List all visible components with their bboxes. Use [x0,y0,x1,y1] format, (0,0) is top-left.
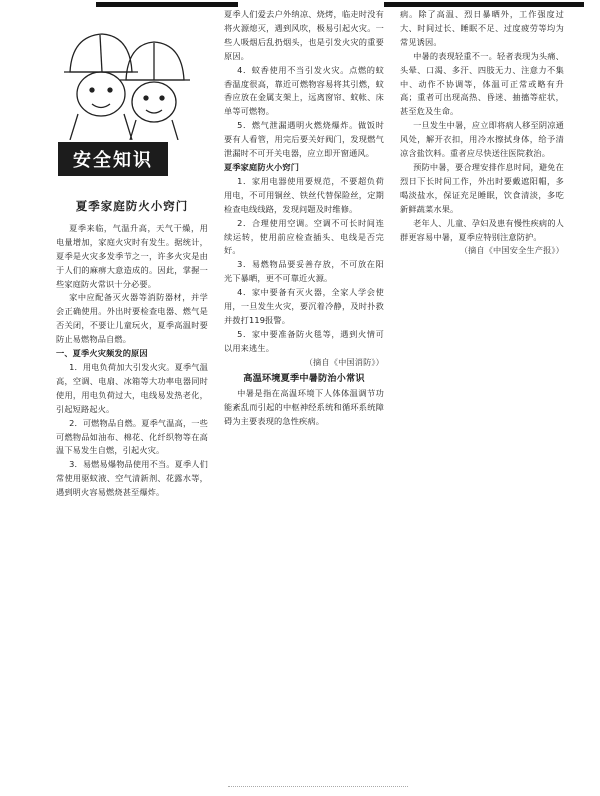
paragraph: 3．易燃易爆物品使用不当。夏季人们常使用驱蚊液、空气清新剂、花露水等，遇到明火容易燃烧甚至爆炸。 [56,459,208,498]
paragraph: 4．蚊香使用不当引发火灾。点燃的蚊香温度很高，靠近可燃物容易将其引燃，蚊香应放在金属支架上，远离窗帘、蚊帐、床单等可燃物。 [224,64,384,117]
source-credit: （摘自《中国消防》） [304,356,384,367]
column-2 [224,8,384,790]
paragraph: 预防中暑，要合理安排作息时间，避免在烈日下长时间工作，外出时要戴遮阳帽，多喝淡盐水，保证充足睡眠，饮食清淡，多吃新鲜蔬菜水果。 [400,161,564,214]
top-rule-right [384,2,584,7]
top-rule-left [96,2,238,7]
paragraph: 夏季人们爱去户外纳凉、烧烤，临走时没有将火源熄灭，遇到风吹，极易引起火灾。一些人吸烟后乱扔烟头，也是引发火灾的重要原因。 [224,9,384,61]
paragraph: 一旦发生中暑，应立即将病人移至阴凉通风处，解开衣扣，用冷水擦拭身体，给予清凉含盐饮料。重者应尽快送往医院救治。 [400,120,564,159]
paragraph: 5．燃气泄漏遇明火燃烧爆炸。做饭时要有人看管，用完后要关好阀门，发现燃气泄漏时不可开关电器，应立即开窗通风。 [224,120,384,159]
section-heading: 夏季家庭防火小窍门 [224,161,300,172]
source-credit: （摘自《中国安全生产报》） [459,245,564,256]
column-1 [56,196,208,788]
section-banner: 安全知识 [58,142,168,176]
paragraph: 病。除了高温、烈日暴晒外，工作强度过大、时间过长、睡眠不足、过度疲劳等均为常见诱因。 [400,9,564,47]
paragraph: 4．家中要备有灭火器，全家人学会使用，一旦发生火灾，要沉着冷静，及时扑救并拨打119报警。 [224,287,384,325]
article-headline: 夏季家庭防火小窍门 [75,199,189,213]
worker-helmets-illustration [56,14,196,140]
paragraph: 1．家用电器使用要规范，不要超负荷用电，不可用铜丝、铁丝代替保险丝，定期检查电线线路，发现问题及时维修。 [224,175,384,214]
paragraph: 家中应配备灭火器等消防器材，并学会正确使用。外出时要检查电器、燃气是否关闭，不要让儿童玩火，夏季高温时要防止易燃物品自燃。 [56,292,208,345]
footer-divider [228,786,408,791]
paragraph: 中暑的表现轻重不一。轻者表现为头痛、头晕、口渴、多汗、四肢无力、注意力不集中、动作不协调等，体温可正常或略有升高；重者可出现高热、昏迷、抽搐等症状，甚至危及生命。 [400,50,564,117]
paragraph: 中暑是指在高温环境下人体体温调节功能紊乱而引起的中枢神经系统和循环系统障碍为主要表现的急性疾病。 [224,388,384,427]
paragraph: 5．家中要准备防火毯等，遇到火情可以用来逃生。 [224,328,384,353]
section-heading: 一、夏季火灾频发的原因 [56,348,148,359]
paragraph: 老年人、儿童、孕妇及患有慢性疾病的人群更容易中暑，夏季应特别注意防护。 [400,217,564,242]
paragraph: 2．可燃物品自燃。夏季气温高，一些可燃物品如油布、棉花、化纤织物等在高温下易发生自燃，引起火灾。 [56,417,208,456]
paragraph: 夏季来临，气温升高，天气干燥，用电量增加，家庭火灾时有发生。据统计，夏季是火灾多发季节之一，许多火灾是由于人们的麻痹大意造成的。因此，掌握一些家庭防火常识十分必要。 [56,222,208,289]
article-headline-2: 高温环境夏季中暑防治小常识 [243,372,365,384]
column-3 [400,8,564,790]
paragraph: 2．合理使用空调。空调不可长时间连续运转，使用前应检查插头、电线是否完好。 [224,217,384,256]
paragraph: 3．易燃物品要妥善存放，不可放在阳光下暴晒，更不可靠近火源。 [224,259,384,284]
paragraph: 1．用电负荷加大引发火灾。夏季气温高，空调、电扇、冰箱等大功率电器同时使用，用电负荷过大，电线易发热老化，引起短路起火。 [56,361,208,414]
